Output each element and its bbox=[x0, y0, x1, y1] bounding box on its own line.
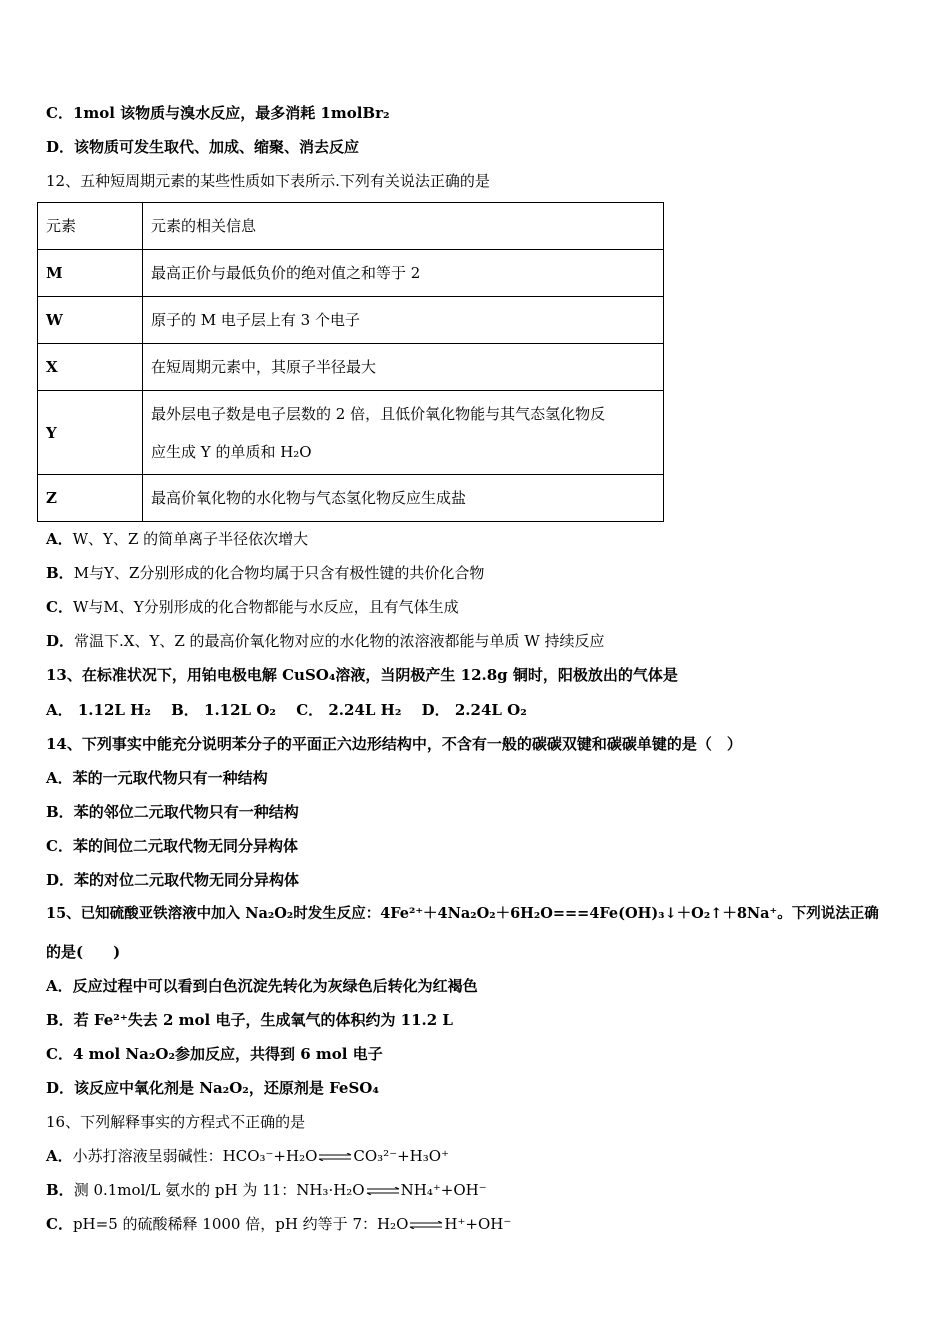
q16-option-a: A．小苏打溶液呈弱碱性：HCO₃⁻+H₂O CO₃²⁻+H₃O⁺ bbox=[46, 1147, 449, 1165]
option-text: 该物质可发生取代、加成、缩聚、消去反应 bbox=[74, 138, 360, 156]
q14-stem: 14、下列事实中能充分说明苯分子的平面正六边形结构中，不含有一般的碳碳双键和碳碳单键的是（ ） bbox=[46, 735, 742, 753]
q15-option-a: A．反应过程中可以看到白色沉淀先转化为灰绿色后转化为红褐色 bbox=[46, 977, 478, 995]
table-row bbox=[38, 297, 664, 344]
q15-option-d: D．该反应中氧化剂是 Na₂O₂，还原剂是 FeSO₄ bbox=[46, 1079, 379, 1097]
info-cell: 最高价氧化物的水化物与气态氢化物反应生成盐 bbox=[143, 475, 664, 522]
info-line-2: 应生成 Y 的单质和 H₂O bbox=[151, 442, 312, 461]
option-letter: D． bbox=[46, 138, 75, 156]
element-cell: Y bbox=[38, 391, 143, 475]
table-row bbox=[38, 391, 664, 475]
q13-stem: 13、在标准状况下，用铂电极电解 CuSO₄溶液，当阴极产生 12.8g 铜时，阳极放出的气体是 bbox=[46, 666, 678, 684]
table-row bbox=[38, 344, 664, 391]
q12-option-c: C．W与M、Y分别形成的化合物都能与水反应，且有气体生成 bbox=[46, 598, 459, 616]
q14-option-d: D．苯的对位二元取代物无同分异构体 bbox=[46, 871, 300, 889]
q11-option-c bbox=[46, 103, 390, 123]
table-row bbox=[38, 250, 664, 297]
q16-option-c: C．pH=5 的硫酸稀释 1000 倍，pH 约等于 7：H₂O H⁺+OH⁻ bbox=[46, 1215, 512, 1233]
equilibrium-arrow-icon bbox=[409, 1221, 443, 1229]
header-info: 元素的相关信息 bbox=[143, 203, 664, 250]
info-cell: 原子的 M 电子层上有 3 个电子 bbox=[143, 297, 664, 344]
element-cell: W bbox=[38, 297, 143, 344]
q12-stem: 12、五种短周期元素的某些性质如下表所示.下列有关说法正确的是 bbox=[46, 172, 490, 190]
table-header-row bbox=[38, 203, 664, 250]
q15-option-b: B．若 Fe²⁺失去 2 mol 电子，生成氧气的体积约为 11.2 L bbox=[46, 1011, 453, 1029]
option-text: 1mol 该物质与溴水反应，最多消耗 1molBr₂ bbox=[72, 104, 390, 122]
q15-stem-line2: 的是( ) bbox=[46, 943, 121, 961]
info-line-1: 最外层电子数是电子层数的 2 倍，且低价氧化物能与其气态氢化物反 bbox=[151, 404, 606, 423]
element-cell: M bbox=[38, 250, 143, 297]
q12-option-b: B．M与Y、Z分别形成的化合物均属于只含有极性键的共价化合物 bbox=[46, 564, 485, 582]
info-cell: 最高正价与最低负价的绝对值之和等于 2 bbox=[143, 250, 664, 297]
q11-option-d bbox=[46, 137, 359, 157]
q12-option-d: D．常温下.X、Y、Z 的最高价氧化物对应的水化物的浓溶液都能与单质 W 持续反应 bbox=[46, 632, 605, 650]
element-info-table bbox=[37, 202, 664, 522]
q14-option-b: B．苯的邻位二元取代物只有一种结构 bbox=[46, 803, 299, 821]
option-letter: C． bbox=[46, 104, 73, 122]
info-cell: 在短周期元素中，其原子半径最大 bbox=[143, 344, 664, 391]
element-cell: Z bbox=[38, 475, 143, 522]
equilibrium-arrow-icon bbox=[318, 1153, 352, 1161]
element-cell: X bbox=[38, 344, 143, 391]
q13-options: A． 1.12L H₂ B． 1.12L O₂ C． 2.24L H₂ D． 2.24L O₂ bbox=[46, 701, 527, 719]
q12-option-a: A．W、Y、Z 的简单离子半径依次增大 bbox=[46, 530, 309, 548]
equilibrium-arrow-icon bbox=[366, 1187, 400, 1195]
header-element: 元素 bbox=[38, 203, 143, 250]
q14-option-c: C．苯的间位二元取代物无同分异构体 bbox=[46, 837, 298, 855]
info-cell bbox=[143, 391, 664, 475]
q16-option-b: B．测 0.1mol/L 氨水的 pH 为 11：NH₃·H₂O NH₄⁺+OH⁻ bbox=[46, 1181, 487, 1199]
q15-stem-line1: 15、已知硫酸亚铁溶液中加入 Na₂O₂时发生反应：4Fe²⁺＋4Na₂O₂＋6H₂O===4Fe(OH)₃↓＋O₂↑＋8Na⁺。下列说法正确 bbox=[46, 905, 879, 922]
q14-option-a: A．苯的一元取代物只有一种结构 bbox=[46, 769, 268, 787]
q15-option-c: C．4 mol Na₂O₂参加反应，共得到 6 mol 电子 bbox=[46, 1045, 383, 1063]
q16-stem: 16、下列解释事实的方程式不正确的是 bbox=[46, 1113, 306, 1131]
table-row bbox=[38, 475, 664, 522]
